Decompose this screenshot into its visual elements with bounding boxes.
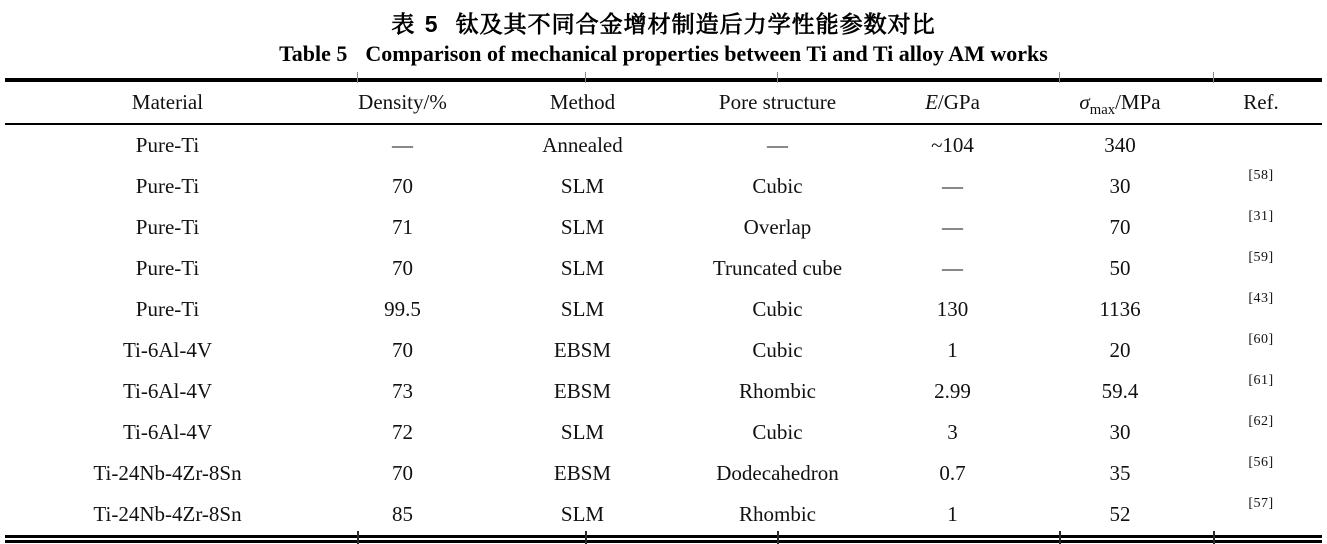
cell-e: 1 bbox=[947, 338, 958, 362]
table-number-en: Table 5 bbox=[279, 41, 348, 66]
cell-e: 130 bbox=[936, 297, 969, 321]
cell-sigma: 35 bbox=[1109, 461, 1131, 485]
cell-ref bbox=[1200, 166, 1322, 207]
header-method: Method bbox=[475, 80, 690, 124]
cell-method: SLM bbox=[560, 256, 605, 280]
cell-density: 73 bbox=[392, 379, 413, 403]
rule-tick bbox=[585, 72, 586, 83]
ref-superscript: [61] bbox=[1248, 373, 1274, 388]
ref-superscript: [56] bbox=[1248, 455, 1274, 470]
cell-material: Ti-24Nb-4Zr-8Sn bbox=[93, 502, 242, 526]
rule-tick bbox=[777, 72, 778, 83]
cell-pore: Cubic bbox=[752, 338, 803, 362]
cell-material: Ti-6Al-4V bbox=[122, 338, 213, 362]
cell-sigma: 1136 bbox=[1099, 297, 1141, 321]
header-max-stress: $\sigma_{max}$/MPa bbox=[1040, 80, 1200, 124]
cell-sigma: 52 bbox=[1109, 502, 1131, 526]
header-material: Material bbox=[5, 80, 330, 124]
table-row bbox=[5, 166, 1322, 207]
cell-density: 70 bbox=[392, 338, 413, 362]
mechanical-properties-table bbox=[5, 78, 1322, 543]
cell-density: — bbox=[392, 133, 413, 157]
ref-superscript: [57] bbox=[1248, 496, 1274, 511]
cell-method: EBSM bbox=[553, 338, 612, 362]
ref-superscript: [59] bbox=[1248, 250, 1274, 265]
cell-density: 99.5 bbox=[384, 297, 421, 321]
table-container bbox=[5, 78, 1322, 543]
cell-sigma: 50 bbox=[1109, 256, 1131, 280]
cell-pore: Overlap bbox=[743, 215, 812, 239]
ref-superscript: [31] bbox=[1248, 209, 1274, 224]
cell-method: SLM bbox=[560, 215, 605, 239]
rule-tick bbox=[357, 531, 359, 544]
table-row bbox=[5, 207, 1322, 248]
cell-e: — bbox=[942, 174, 963, 198]
cell-method: EBSM bbox=[553, 379, 612, 403]
table-row bbox=[5, 124, 1322, 166]
table-row bbox=[5, 412, 1322, 453]
cell-pore: Rhombic bbox=[739, 502, 816, 526]
table-caption-en bbox=[0, 41, 1327, 67]
cell-e: ~104 bbox=[931, 133, 974, 157]
cell-density: 70 bbox=[392, 256, 413, 280]
rule-tick bbox=[357, 72, 358, 83]
rule-tick bbox=[1213, 531, 1215, 544]
rule-tick bbox=[1213, 72, 1214, 83]
cell-e: 0.7 bbox=[939, 461, 966, 485]
cell-pore: Cubic bbox=[752, 297, 803, 321]
rule-tick bbox=[1059, 531, 1061, 544]
rule-tick bbox=[585, 531, 587, 544]
cell-pore: Dodecahedron bbox=[716, 461, 839, 485]
cell-method: SLM bbox=[560, 502, 605, 526]
cell-sigma: 340 bbox=[1104, 133, 1136, 157]
cell-ref bbox=[1200, 124, 1322, 166]
rule-tick bbox=[1059, 72, 1060, 83]
header-density: Density/% bbox=[330, 80, 475, 124]
cell-density: 72 bbox=[392, 420, 413, 444]
ref-superscript: [58] bbox=[1248, 168, 1274, 183]
cell-ref bbox=[1200, 494, 1322, 539]
cell-material: Ti-6Al-4V bbox=[122, 420, 213, 444]
cell-ref bbox=[1200, 453, 1322, 494]
cell-sigma: 20 bbox=[1109, 338, 1131, 362]
table-row bbox=[5, 248, 1322, 289]
table-row bbox=[5, 453, 1322, 494]
ref-superscript: [60] bbox=[1248, 332, 1274, 347]
rule-tick bbox=[777, 531, 779, 544]
cell-material: Pure-Ti bbox=[135, 215, 200, 239]
cell-sigma: 30 bbox=[1109, 420, 1131, 444]
header-ref: Ref. bbox=[1200, 80, 1322, 124]
cell-method: Annealed bbox=[542, 133, 623, 157]
ref-superscript: [62] bbox=[1248, 414, 1274, 429]
table-header-row bbox=[5, 80, 1322, 124]
ref-superscript: [43] bbox=[1248, 291, 1274, 306]
cell-pore: Cubic bbox=[752, 420, 803, 444]
cell-ref bbox=[1200, 289, 1322, 330]
cell-material: Pure-Ti bbox=[135, 133, 200, 157]
cell-material: Pure-Ti bbox=[135, 256, 200, 280]
cell-e: 1 bbox=[947, 502, 958, 526]
table-caption-zh-text: 钛及其不同合金增材制造后力学性能参数对比 bbox=[455, 11, 936, 37]
table-body bbox=[5, 124, 1322, 539]
cell-method: EBSM bbox=[553, 461, 612, 485]
cell-pore: Rhombic bbox=[739, 379, 816, 403]
cell-e: — bbox=[942, 256, 963, 280]
table-row bbox=[5, 494, 1322, 539]
cell-ref bbox=[1200, 248, 1322, 289]
cell-material: Pure-Ti bbox=[135, 174, 200, 198]
table-row bbox=[5, 330, 1322, 371]
cell-ref bbox=[1200, 412, 1322, 453]
cell-density: 70 bbox=[392, 174, 413, 198]
cell-material: Pure-Ti bbox=[135, 297, 200, 321]
cell-ref bbox=[1200, 207, 1322, 248]
table-row bbox=[5, 289, 1322, 330]
cell-method: SLM bbox=[560, 174, 605, 198]
header-elastic-modulus: E/GPa bbox=[865, 80, 1040, 124]
cell-density: 70 bbox=[392, 461, 413, 485]
cell-sigma: 59.4 bbox=[1101, 379, 1139, 403]
cell-method: SLM bbox=[560, 297, 605, 321]
table-number-zh: 表 5 bbox=[391, 11, 440, 37]
cell-sigma: 30 bbox=[1109, 174, 1131, 198]
table-caption-zh bbox=[0, 6, 1327, 39]
cell-method: SLM bbox=[560, 420, 605, 444]
header-pore-structure: Pore structure bbox=[690, 80, 865, 124]
cell-pore: Truncated cube bbox=[712, 256, 843, 280]
cell-e: 2.99 bbox=[934, 379, 971, 403]
cell-ref bbox=[1200, 371, 1322, 412]
cell-density: 85 bbox=[392, 502, 413, 526]
cell-pore: — bbox=[767, 133, 788, 157]
table-caption-en-text: Comparison of mechanical properties between Ti and Ti alloy AM works bbox=[365, 41, 1048, 66]
cell-material: Ti-24Nb-4Zr-8Sn bbox=[93, 461, 242, 485]
cell-e: 3 bbox=[947, 420, 958, 444]
cell-ref bbox=[1200, 330, 1322, 371]
cell-density: 71 bbox=[392, 215, 413, 239]
cell-material: Ti-6Al-4V bbox=[122, 379, 213, 403]
table-row bbox=[5, 371, 1322, 412]
cell-pore: Cubic bbox=[752, 174, 803, 198]
cell-sigma: 70 bbox=[1109, 215, 1131, 239]
cell-e: — bbox=[942, 215, 963, 239]
